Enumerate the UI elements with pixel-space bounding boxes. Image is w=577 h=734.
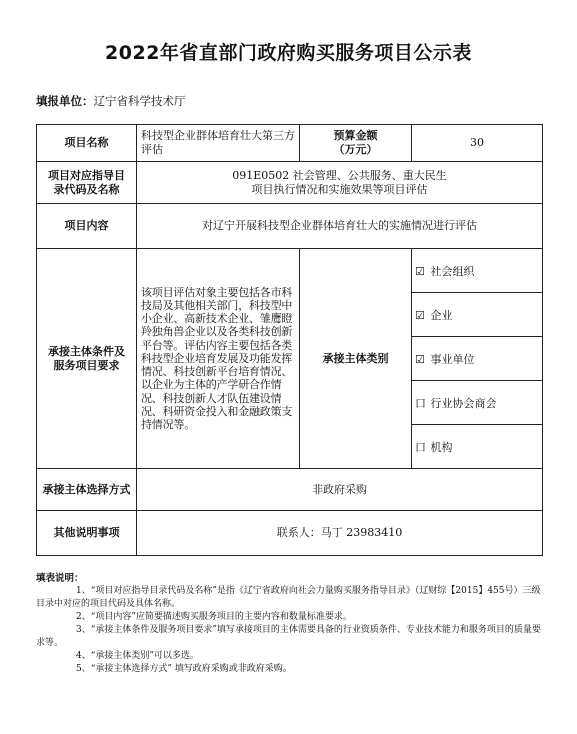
category-option <box>412 425 543 469</box>
other-value: 联系人：马丁 23983410 <box>137 511 543 556</box>
table-row <box>37 125 543 162</box>
category-option-label: 社会组织 <box>430 264 475 278</box>
note-item: 1、“项目对应指导目录代码及名称”是指《辽宁省政府向社会力量购买服务指导目录》（辽财综【2015】455号）三级目录中对应的项目代码及具体名称。 <box>36 586 541 609</box>
category-option-label: 企业 <box>430 308 453 322</box>
catalog-label: 项目对应指导目 录代码及名称 <box>37 162 137 204</box>
method-label: 承接主体选择方式 <box>37 469 137 511</box>
category-option-label: 机构 <box>430 440 453 454</box>
table-row <box>37 204 543 249</box>
category-option <box>412 249 543 293</box>
notes-section <box>36 572 546 676</box>
unchecked-box-icon: 口 <box>415 396 426 410</box>
table-row <box>37 469 543 511</box>
filler-unit <box>36 93 186 109</box>
category-option <box>412 293 543 337</box>
project-name-label: 项目名称 <box>37 125 137 162</box>
requirements-label: 承接主体条件及 服务项目要求 <box>37 249 137 469</box>
table-row <box>37 162 543 204</box>
category-option-label: 事业单位 <box>430 352 475 366</box>
checked-box-icon: ☑ <box>415 308 425 322</box>
budget-label: 预算金额 （万元） <box>300 125 412 162</box>
method-value: 非政府采购 <box>137 469 543 511</box>
note-item: 4、“承接主体类别”可以多选。 <box>76 651 199 661</box>
note-item: 5、“承接主体选择方式” 填写政府采购或非政府采购。 <box>76 664 292 674</box>
requirements-value: 该项目评估对象主要包括各市科技局及其他相关部门，科技型中小企业、高新技术企业、雏鹰瞪羚独角兽企业以及各类科技创新平台等。评估内容主要包括各类科技型企业培育发展及功能发挥情况、科技创新平台培育情况、以企业为主体的产学研合作情况、科技创新人才队伍建设情况、科研资金投入和金融政策支持情况等。 <box>137 249 300 469</box>
content-value: 对辽宁开展科技型企业群体培育壮大的实施情况进行评估 <box>137 204 543 249</box>
budget-value: 30 <box>412 125 543 162</box>
note-item: 2、“项目内容”应简要描述购买服务项目的主要内容和数量标准要求。 <box>76 612 352 622</box>
unchecked-box-icon: 口 <box>415 440 426 454</box>
category-label: 承接主体类别 <box>300 249 412 469</box>
content-label: 项目内容 <box>37 204 137 249</box>
category-option <box>412 381 543 425</box>
table-row <box>37 511 543 556</box>
category-option-label: 行业协会商会 <box>430 396 497 410</box>
other-label: 其他说明事项 <box>37 511 137 556</box>
catalog-value: 091E0502 社会管理、公共服务、重大民生 项目执行情况和实施效果等项目评估 <box>137 162 543 204</box>
announcement-table <box>36 124 543 556</box>
table-row <box>37 249 543 293</box>
filler-unit-value: 辽宁省科学技术厅 <box>93 94 186 108</box>
notes-heading: 填表说明： <box>36 573 84 584</box>
note-item: 3、“承接主体条件及服务项目要求”填写承接项目的主体需要具备的行业资质条件、专业技术能力和服务项目的质量要求等。 <box>36 625 541 648</box>
filler-unit-label: 填报单位： <box>36 94 94 108</box>
page-title: 2022年省直部门政府购买服务项目公示表 <box>105 42 472 64</box>
project-name-value: 科技型企业群体培育壮大第三方评估 <box>137 125 300 162</box>
checked-box-icon: ☑ <box>415 264 425 278</box>
category-option <box>412 337 543 381</box>
checked-box-icon: ☑ <box>415 352 425 366</box>
